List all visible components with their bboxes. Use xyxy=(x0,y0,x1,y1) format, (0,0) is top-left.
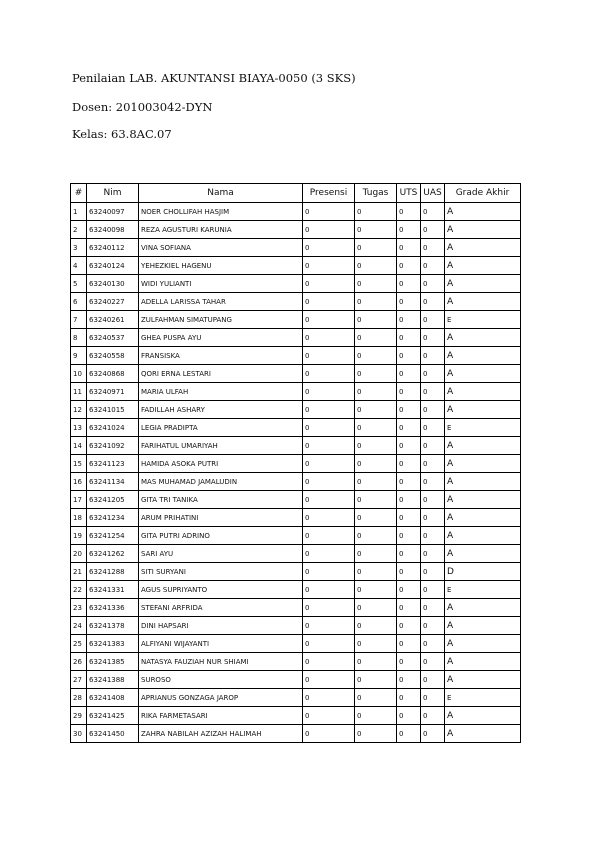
cell-nim: 63240261 xyxy=(87,311,139,329)
cell-uas: 0 xyxy=(421,365,445,383)
cell-grade: A xyxy=(445,365,521,383)
cell-tugas: 0 xyxy=(355,563,397,581)
cell-nim: 63241385 xyxy=(87,653,139,671)
cell-uas: 0 xyxy=(421,671,445,689)
cell-uas: 0 xyxy=(421,221,445,239)
cell-number: 7 xyxy=(71,311,87,329)
cell-nim: 63241336 xyxy=(87,599,139,617)
cell-grade: A xyxy=(445,707,521,725)
cell-uts: 0 xyxy=(397,671,421,689)
cell-uas: 0 xyxy=(421,383,445,401)
cell-tugas: 0 xyxy=(355,689,397,707)
header-tugas: Tugas xyxy=(355,184,397,203)
table-row xyxy=(71,491,521,509)
grades-table xyxy=(70,183,521,743)
cell-presensi: 0 xyxy=(303,311,355,329)
cell-uts: 0 xyxy=(397,725,421,743)
cell-uts: 0 xyxy=(397,581,421,599)
class-line: Kelas: 63.8AC.07 xyxy=(72,127,172,141)
cell-nim: 63240112 xyxy=(87,239,139,257)
cell-nama: ALFIYANI WIJAYANTI xyxy=(139,635,303,653)
cell-uts: 0 xyxy=(397,329,421,347)
cell-nama: SITI SURYANI xyxy=(139,563,303,581)
cell-grade: A xyxy=(445,653,521,671)
cell-grade: A xyxy=(445,725,521,743)
cell-grade: A xyxy=(445,671,521,689)
cell-number: 24 xyxy=(71,617,87,635)
cell-grade: A xyxy=(445,599,521,617)
cell-nim: 63240098 xyxy=(87,221,139,239)
table-row xyxy=(71,617,521,635)
cell-tugas: 0 xyxy=(355,455,397,473)
cell-nama: MAS MUHAMAD JAMALUDIN xyxy=(139,473,303,491)
cell-uts: 0 xyxy=(397,221,421,239)
cell-nim: 63241015 xyxy=(87,401,139,419)
cell-uas: 0 xyxy=(421,239,445,257)
cell-grade: A xyxy=(445,437,521,455)
cell-uts: 0 xyxy=(397,599,421,617)
cell-presensi: 0 xyxy=(303,383,355,401)
cell-uas: 0 xyxy=(421,509,445,527)
cell-grade: A xyxy=(445,293,521,311)
cell-number: 4 xyxy=(71,257,87,275)
cell-nim: 63240558 xyxy=(87,347,139,365)
cell-tugas: 0 xyxy=(355,275,397,293)
cell-tugas: 0 xyxy=(355,617,397,635)
header-nama: Nama xyxy=(139,184,303,203)
cell-tugas: 0 xyxy=(355,401,397,419)
cell-number: 26 xyxy=(71,653,87,671)
course-title: Penilaian LAB. AKUNTANSI BIAYA-0050 (3 SKS) xyxy=(72,71,356,85)
cell-uas: 0 xyxy=(421,491,445,509)
cell-presensi: 0 xyxy=(303,527,355,545)
cell-number: 18 xyxy=(71,509,87,527)
cell-nama: LEGIA PRADIPTA xyxy=(139,419,303,437)
cell-number: 25 xyxy=(71,635,87,653)
cell-nim: 63241205 xyxy=(87,491,139,509)
cell-grade: A xyxy=(445,617,521,635)
cell-presensi: 0 xyxy=(303,689,355,707)
cell-nama: HAMIDA ASOKA PUTRI xyxy=(139,455,303,473)
cell-presensi: 0 xyxy=(303,239,355,257)
header-uas: UAS xyxy=(421,184,445,203)
cell-uts: 0 xyxy=(397,617,421,635)
cell-nim: 63240130 xyxy=(87,275,139,293)
table-row xyxy=(71,725,521,743)
cell-nim: 63240124 xyxy=(87,257,139,275)
cell-uts: 0 xyxy=(397,203,421,221)
cell-uts: 0 xyxy=(397,455,421,473)
table-row xyxy=(71,293,521,311)
cell-nim: 63240868 xyxy=(87,365,139,383)
cell-uas: 0 xyxy=(421,617,445,635)
cell-presensi: 0 xyxy=(303,473,355,491)
cell-number: 12 xyxy=(71,401,87,419)
table-row xyxy=(71,203,521,221)
cell-uts: 0 xyxy=(397,491,421,509)
cell-tugas: 0 xyxy=(355,419,397,437)
cell-tugas: 0 xyxy=(355,293,397,311)
cell-nama: YEHEZKIEL HAGENU xyxy=(139,257,303,275)
cell-nama: ZULFAHMAN SIMATUPANG xyxy=(139,311,303,329)
cell-uts: 0 xyxy=(397,257,421,275)
cell-presensi: 0 xyxy=(303,401,355,419)
cell-uts: 0 xyxy=(397,293,421,311)
cell-nama: VINA SOFIANA xyxy=(139,239,303,257)
cell-tugas: 0 xyxy=(355,653,397,671)
header-uts: UTS xyxy=(397,184,421,203)
cell-uas: 0 xyxy=(421,707,445,725)
table-row xyxy=(71,239,521,257)
cell-uts: 0 xyxy=(397,365,421,383)
cell-nama: GHEA PUSPA AYU xyxy=(139,329,303,347)
cell-tugas: 0 xyxy=(355,383,397,401)
cell-nim: 63241024 xyxy=(87,419,139,437)
cell-presensi: 0 xyxy=(303,365,355,383)
cell-nim: 63241092 xyxy=(87,437,139,455)
cell-nim: 63241262 xyxy=(87,545,139,563)
cell-presensi: 0 xyxy=(303,203,355,221)
cell-grade: A xyxy=(445,383,521,401)
cell-nama: SUROSO xyxy=(139,671,303,689)
cell-uas: 0 xyxy=(421,401,445,419)
table-row xyxy=(71,311,521,329)
cell-uas: 0 xyxy=(421,293,445,311)
cell-grade: A xyxy=(445,275,521,293)
cell-grade: A xyxy=(445,527,521,545)
cell-tugas: 0 xyxy=(355,527,397,545)
cell-uts: 0 xyxy=(397,311,421,329)
cell-number: 14 xyxy=(71,437,87,455)
cell-nim: 63241288 xyxy=(87,563,139,581)
cell-presensi: 0 xyxy=(303,257,355,275)
cell-tugas: 0 xyxy=(355,509,397,527)
cell-grade: E xyxy=(445,581,521,599)
cell-uts: 0 xyxy=(397,473,421,491)
cell-tugas: 0 xyxy=(355,635,397,653)
table-row xyxy=(71,365,521,383)
cell-uas: 0 xyxy=(421,581,445,599)
cell-tugas: 0 xyxy=(355,671,397,689)
table-row xyxy=(71,257,521,275)
cell-presensi: 0 xyxy=(303,329,355,347)
cell-tugas: 0 xyxy=(355,239,397,257)
cell-nama: WIDI YULIANTI xyxy=(139,275,303,293)
cell-nim: 63240097 xyxy=(87,203,139,221)
table-row xyxy=(71,419,521,437)
cell-presensi: 0 xyxy=(303,563,355,581)
cell-presensi: 0 xyxy=(303,293,355,311)
cell-number: 19 xyxy=(71,527,87,545)
cell-tugas: 0 xyxy=(355,545,397,563)
cell-nim: 63241450 xyxy=(87,725,139,743)
cell-uas: 0 xyxy=(421,455,445,473)
cell-nama: GITA TRI TANIKA xyxy=(139,491,303,509)
cell-nama: ZAHRA NABILAH AZIZAH HALIMAH xyxy=(139,725,303,743)
cell-uas: 0 xyxy=(421,257,445,275)
cell-nim: 63241134 xyxy=(87,473,139,491)
cell-nama: APRIANUS GONZAGA JAROP xyxy=(139,689,303,707)
cell-number: 27 xyxy=(71,671,87,689)
cell-nama: REZA AGUSTURI KARUNIA xyxy=(139,221,303,239)
cell-nim: 63241383 xyxy=(87,635,139,653)
cell-number: 3 xyxy=(71,239,87,257)
cell-number: 23 xyxy=(71,599,87,617)
cell-tugas: 0 xyxy=(355,221,397,239)
cell-nama: FRANSISKA xyxy=(139,347,303,365)
cell-uts: 0 xyxy=(397,563,421,581)
cell-tugas: 0 xyxy=(355,599,397,617)
table-row xyxy=(71,599,521,617)
table-row xyxy=(71,635,521,653)
cell-grade: D xyxy=(445,563,521,581)
cell-uas: 0 xyxy=(421,563,445,581)
cell-number: 30 xyxy=(71,725,87,743)
cell-nim: 63240537 xyxy=(87,329,139,347)
lecturer-line: Dosen: 201003042-DYN xyxy=(72,100,213,114)
cell-number: 13 xyxy=(71,419,87,437)
cell-grade: A xyxy=(445,257,521,275)
cell-tugas: 0 xyxy=(355,257,397,275)
cell-grade: A xyxy=(445,221,521,239)
cell-presensi: 0 xyxy=(303,707,355,725)
cell-nim: 63241378 xyxy=(87,617,139,635)
table-row xyxy=(71,671,521,689)
cell-presensi: 0 xyxy=(303,347,355,365)
cell-nim: 63241254 xyxy=(87,527,139,545)
cell-presensi: 0 xyxy=(303,671,355,689)
cell-grade: E xyxy=(445,689,521,707)
table-row xyxy=(71,401,521,419)
cell-grade: A xyxy=(445,491,521,509)
cell-number: 8 xyxy=(71,329,87,347)
cell-nama: FARIHATUL UMARIYAH xyxy=(139,437,303,455)
cell-presensi: 0 xyxy=(303,419,355,437)
header-presensi: Presensi xyxy=(303,184,355,203)
cell-uas: 0 xyxy=(421,311,445,329)
cell-uts: 0 xyxy=(397,239,421,257)
cell-presensi: 0 xyxy=(303,653,355,671)
cell-presensi: 0 xyxy=(303,275,355,293)
cell-uas: 0 xyxy=(421,275,445,293)
cell-nim: 63241123 xyxy=(87,455,139,473)
cell-grade: A xyxy=(445,545,521,563)
cell-uts: 0 xyxy=(397,527,421,545)
cell-uas: 0 xyxy=(421,635,445,653)
cell-tugas: 0 xyxy=(355,473,397,491)
cell-nim: 63241408 xyxy=(87,689,139,707)
cell-number: 2 xyxy=(71,221,87,239)
cell-uts: 0 xyxy=(397,347,421,365)
cell-uas: 0 xyxy=(421,347,445,365)
cell-grade: A xyxy=(445,203,521,221)
cell-number: 22 xyxy=(71,581,87,599)
cell-uts: 0 xyxy=(397,401,421,419)
cell-tugas: 0 xyxy=(355,581,397,599)
cell-uas: 0 xyxy=(421,473,445,491)
cell-tugas: 0 xyxy=(355,725,397,743)
cell-nim: 63241388 xyxy=(87,671,139,689)
cell-presensi: 0 xyxy=(303,455,355,473)
header-grade-akhir: Grade Akhir xyxy=(445,184,521,203)
table-row xyxy=(71,473,521,491)
cell-nama: FADILLAH ASHARY xyxy=(139,401,303,419)
table-row xyxy=(71,347,521,365)
cell-number: 1 xyxy=(71,203,87,221)
cell-nama: SARI AYU xyxy=(139,545,303,563)
cell-nim: 63241234 xyxy=(87,509,139,527)
cell-number: 21 xyxy=(71,563,87,581)
cell-number: 15 xyxy=(71,455,87,473)
cell-uas: 0 xyxy=(421,419,445,437)
cell-uts: 0 xyxy=(397,509,421,527)
cell-nama: ARUM PRIHATINI xyxy=(139,509,303,527)
table-row xyxy=(71,581,521,599)
cell-grade: A xyxy=(445,239,521,257)
cell-grade: E xyxy=(445,311,521,329)
cell-tugas: 0 xyxy=(355,491,397,509)
cell-uas: 0 xyxy=(421,329,445,347)
cell-nim: 63240971 xyxy=(87,383,139,401)
cell-grade: A xyxy=(445,473,521,491)
cell-uts: 0 xyxy=(397,635,421,653)
cell-nama: RIKA FARMETASARI xyxy=(139,707,303,725)
table-row xyxy=(71,653,521,671)
cell-grade: A xyxy=(445,509,521,527)
cell-number: 16 xyxy=(71,473,87,491)
cell-number: 6 xyxy=(71,293,87,311)
cell-tugas: 0 xyxy=(355,311,397,329)
cell-presensi: 0 xyxy=(303,437,355,455)
cell-uts: 0 xyxy=(397,437,421,455)
cell-grade: A xyxy=(445,329,521,347)
cell-tugas: 0 xyxy=(355,347,397,365)
cell-number: 5 xyxy=(71,275,87,293)
cell-presensi: 0 xyxy=(303,509,355,527)
cell-presensi: 0 xyxy=(303,221,355,239)
cell-nama: QORI ERNA LESTARI xyxy=(139,365,303,383)
table-row xyxy=(71,455,521,473)
cell-uts: 0 xyxy=(397,689,421,707)
table-row xyxy=(71,383,521,401)
table-row xyxy=(71,689,521,707)
table-header-row xyxy=(71,184,521,203)
cell-uas: 0 xyxy=(421,653,445,671)
cell-uts: 0 xyxy=(397,653,421,671)
cell-number: 9 xyxy=(71,347,87,365)
cell-presensi: 0 xyxy=(303,545,355,563)
cell-nama: ADELLA LARISSA TAHAR xyxy=(139,293,303,311)
cell-uas: 0 xyxy=(421,203,445,221)
cell-uas: 0 xyxy=(421,437,445,455)
cell-number: 10 xyxy=(71,365,87,383)
cell-presensi: 0 xyxy=(303,491,355,509)
cell-grade: A xyxy=(445,455,521,473)
cell-uts: 0 xyxy=(397,419,421,437)
cell-nama: AGUS SUPRIYANTO xyxy=(139,581,303,599)
header-number: # xyxy=(71,184,87,203)
table-row xyxy=(71,275,521,293)
cell-nama: GITA PUTRI ADRINO xyxy=(139,527,303,545)
table-row xyxy=(71,437,521,455)
cell-presensi: 0 xyxy=(303,581,355,599)
cell-number: 20 xyxy=(71,545,87,563)
table-row xyxy=(71,221,521,239)
cell-presensi: 0 xyxy=(303,599,355,617)
table-row xyxy=(71,563,521,581)
cell-nim: 63241425 xyxy=(87,707,139,725)
cell-number: 28 xyxy=(71,689,87,707)
cell-uts: 0 xyxy=(397,707,421,725)
table-row xyxy=(71,545,521,563)
cell-uas: 0 xyxy=(421,545,445,563)
cell-uas: 0 xyxy=(421,599,445,617)
cell-presensi: 0 xyxy=(303,725,355,743)
cell-nama: DINI HAPSARI xyxy=(139,617,303,635)
cell-nama: MARIA ULFAH xyxy=(139,383,303,401)
cell-presensi: 0 xyxy=(303,635,355,653)
cell-tugas: 0 xyxy=(355,707,397,725)
table-row xyxy=(71,329,521,347)
cell-nim: 63241331 xyxy=(87,581,139,599)
cell-uas: 0 xyxy=(421,725,445,743)
cell-tugas: 0 xyxy=(355,365,397,383)
cell-number: 17 xyxy=(71,491,87,509)
table-row xyxy=(71,509,521,527)
cell-grade: A xyxy=(445,635,521,653)
header-nim: Nim xyxy=(87,184,139,203)
cell-tugas: 0 xyxy=(355,437,397,455)
cell-tugas: 0 xyxy=(355,203,397,221)
cell-presensi: 0 xyxy=(303,617,355,635)
cell-number: 11 xyxy=(71,383,87,401)
table-row xyxy=(71,527,521,545)
cell-nama: STEFANI ARFRIDA xyxy=(139,599,303,617)
cell-uts: 0 xyxy=(397,383,421,401)
cell-uts: 0 xyxy=(397,275,421,293)
cell-grade: E xyxy=(445,419,521,437)
cell-nama: NATASYA FAUZIAH NUR SHIAMI xyxy=(139,653,303,671)
cell-nim: 63240227 xyxy=(87,293,139,311)
cell-grade: A xyxy=(445,401,521,419)
cell-grade: A xyxy=(445,347,521,365)
cell-tugas: 0 xyxy=(355,329,397,347)
table-row xyxy=(71,707,521,725)
cell-uas: 0 xyxy=(421,689,445,707)
cell-nama: NOER CHOLLIFAH HASJIM xyxy=(139,203,303,221)
cell-uas: 0 xyxy=(421,527,445,545)
cell-uts: 0 xyxy=(397,545,421,563)
cell-number: 29 xyxy=(71,707,87,725)
